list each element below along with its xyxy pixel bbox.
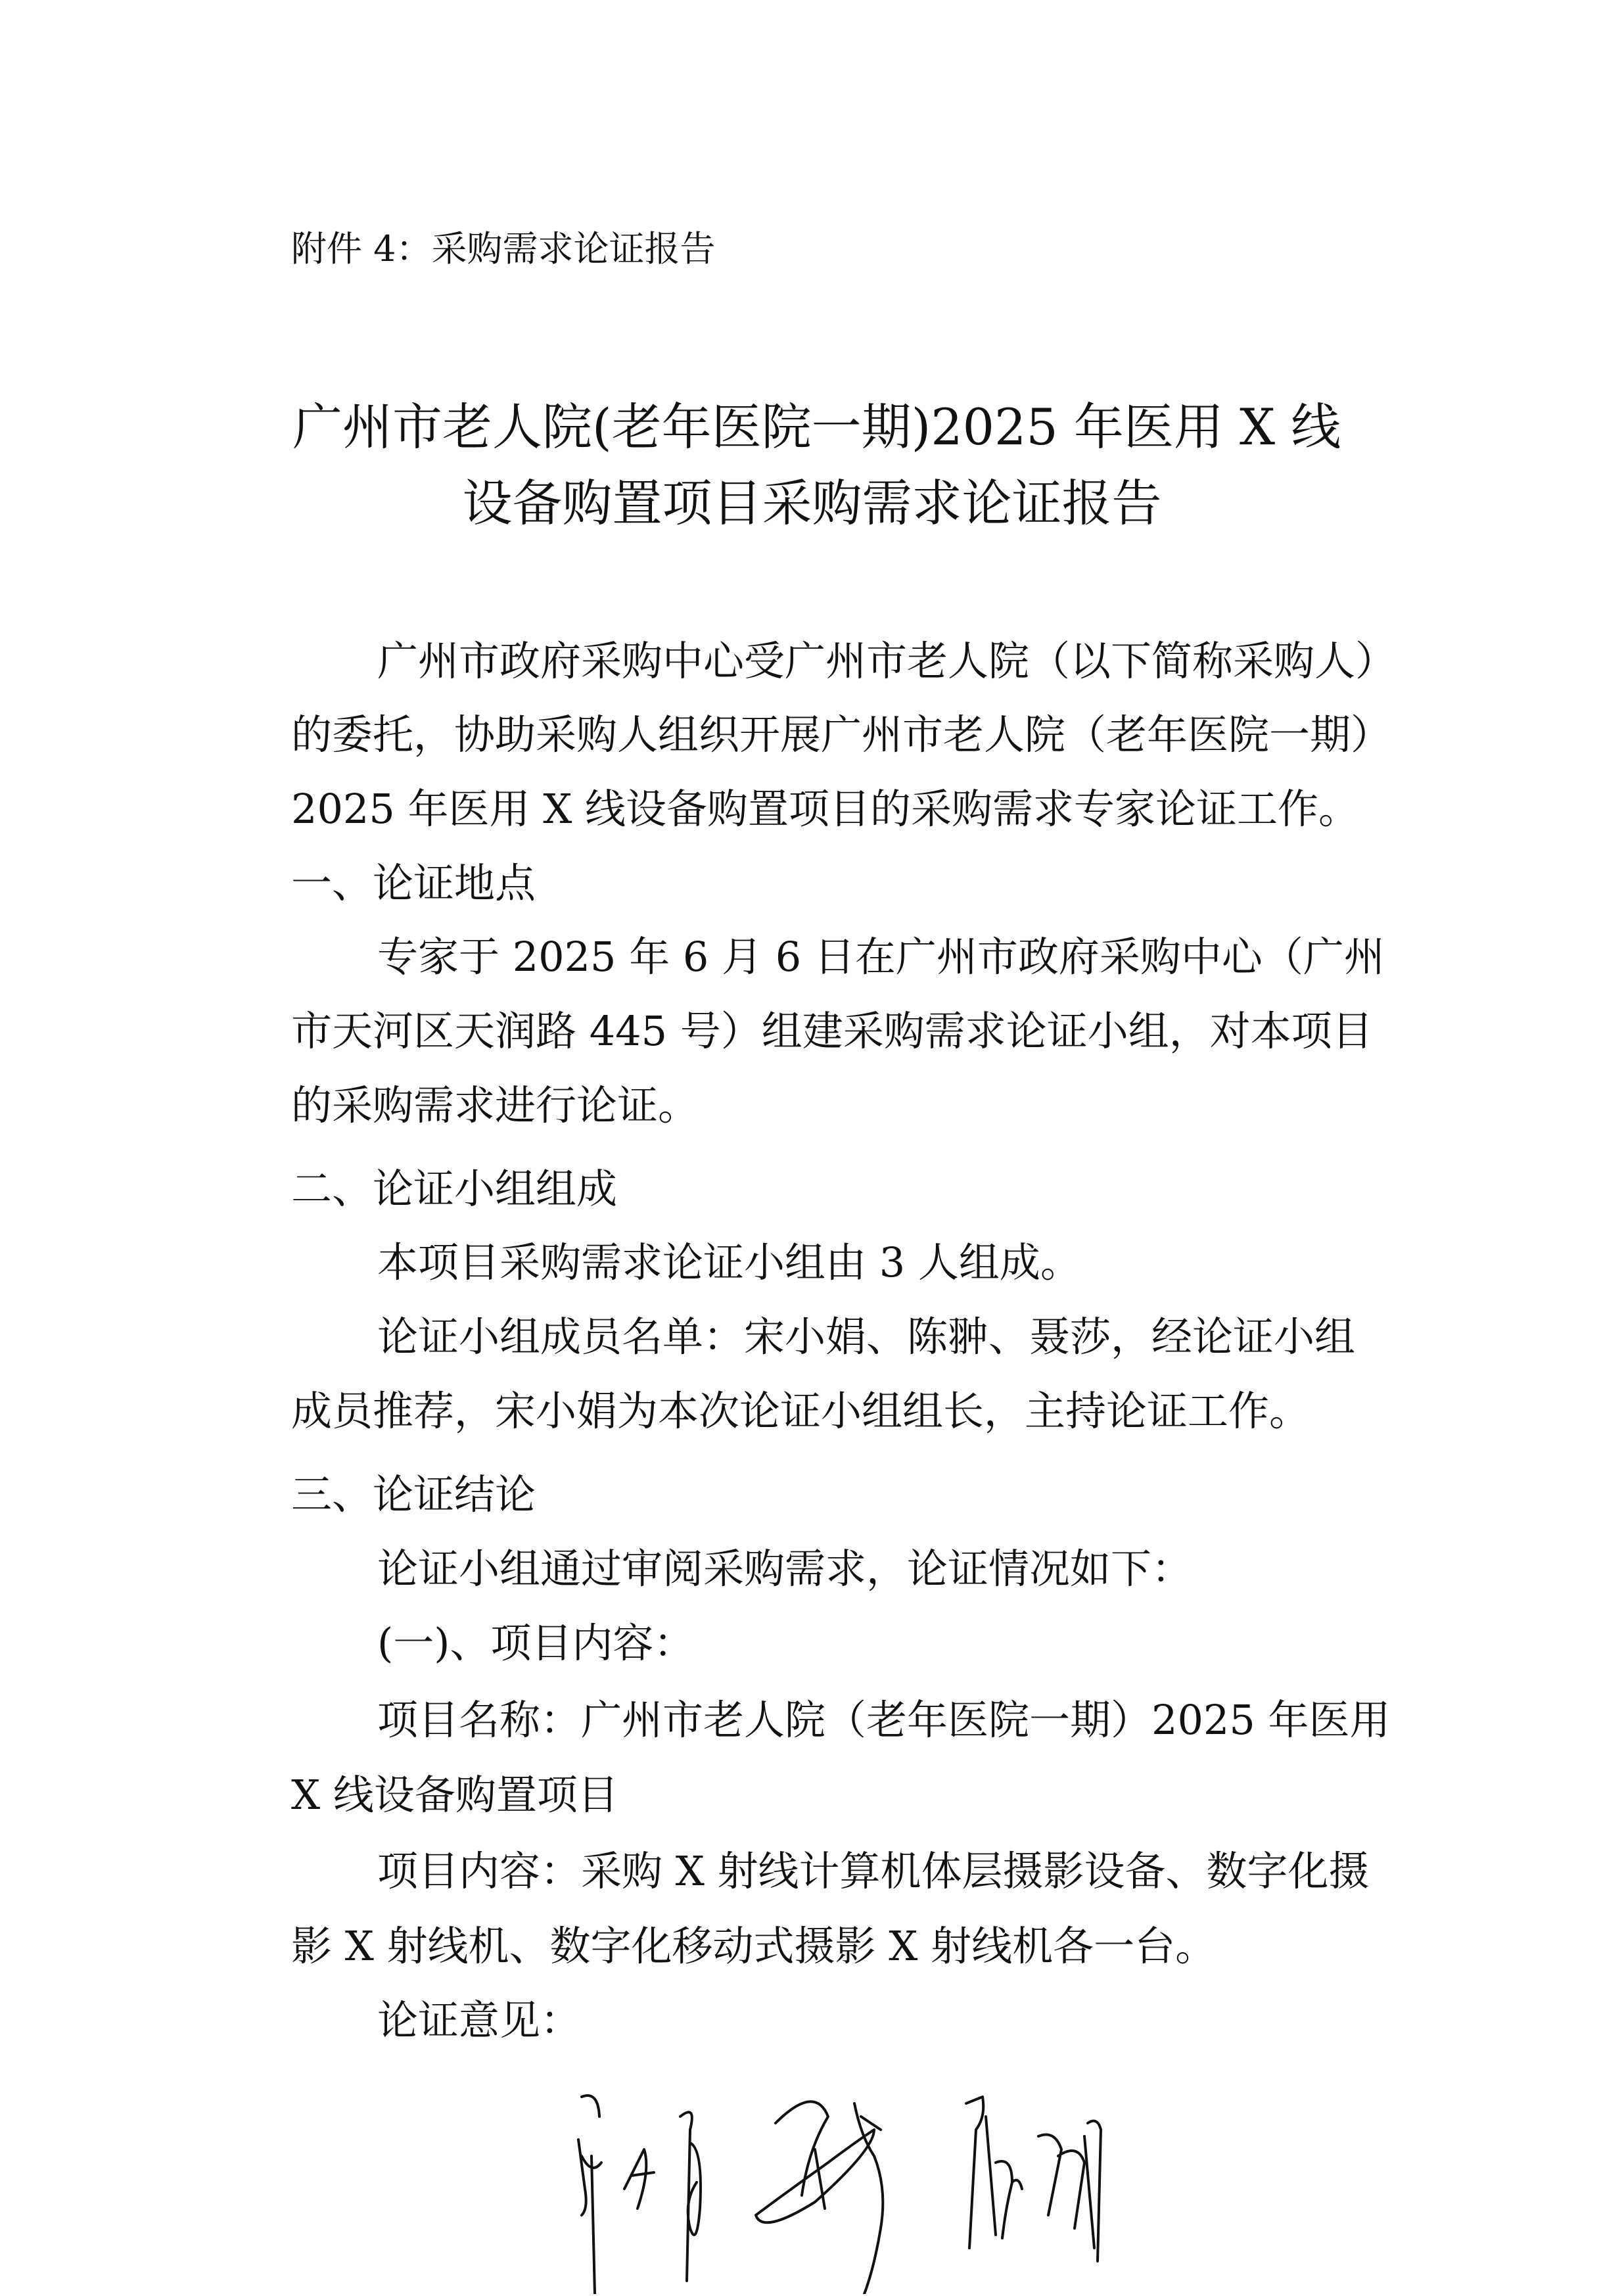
opinion-label: 论证意见： xyxy=(377,1996,582,2044)
project-content-line-2: 影 X 射线机、数字化移动式摄影 X 射线机各一台。 xyxy=(291,1922,1217,1970)
conclusion-line-1: 论证小组通过审阅采购需求，论证情况如下： xyxy=(377,1545,1193,1593)
location-line-1: 专家于 2025 年 6 月 6 日在广州市政府采购中心（广州 xyxy=(377,933,1385,981)
conclusion-line-2: (一)、项目内容： xyxy=(377,1619,695,1667)
intro-line-1: 广州市政府采购中心受广州市老人院（以下简称采购人） xyxy=(377,637,1397,685)
document-title-line-2: 设备购置项目采购需求论证报告 xyxy=(462,474,1162,532)
panel-line-3: 成员推荐，宋小娟为本次论证小组组长，主持论证工作。 xyxy=(291,1387,1311,1435)
section-heading-panel: 二、论证小组组成 xyxy=(291,1165,618,1213)
panel-line-1: 本项目采购需求论证小组由 3 人组成。 xyxy=(377,1238,1081,1286)
project-name-line-2: X 线设备购置项目 xyxy=(291,1771,618,1819)
section-heading-conclusion: 三、论证结论 xyxy=(291,1470,536,1518)
panel-line-2: 论证小组成员名单：宋小娟、陈翀、聂莎，经论证小组 xyxy=(377,1313,1356,1361)
project-name-line-1: 项目名称：广州市老人院（老年医院一期）2025 年医用 xyxy=(377,1696,1391,1744)
handwritten-signatures xyxy=(355,2077,1308,2294)
document-title-line-1: 广州市老人院(老年医院一期)2025 年医用 X 线 xyxy=(292,398,1341,456)
intro-line-2: 的委托，协助采购人组织开展广州市老人院（老年医院一期） xyxy=(291,711,1392,759)
annex-label: 附件 4：采购需求论证报告 xyxy=(291,228,716,269)
section-heading-location: 一、论证地点 xyxy=(291,859,536,907)
location-line-3: 的采购需求进行论证。 xyxy=(291,1081,699,1129)
location-line-2: 市天河区天润路 445 号）组建采购需求论证小组，对本项目 xyxy=(291,1007,1373,1055)
project-content-line-1: 项目内容：采购 X 射线计算机体层摄影设备、数字化摄 xyxy=(377,1847,1370,1895)
intro-line-3: 2025 年医用 X 线设备购置项目的采购需求专家论证工作。 xyxy=(291,785,1360,833)
